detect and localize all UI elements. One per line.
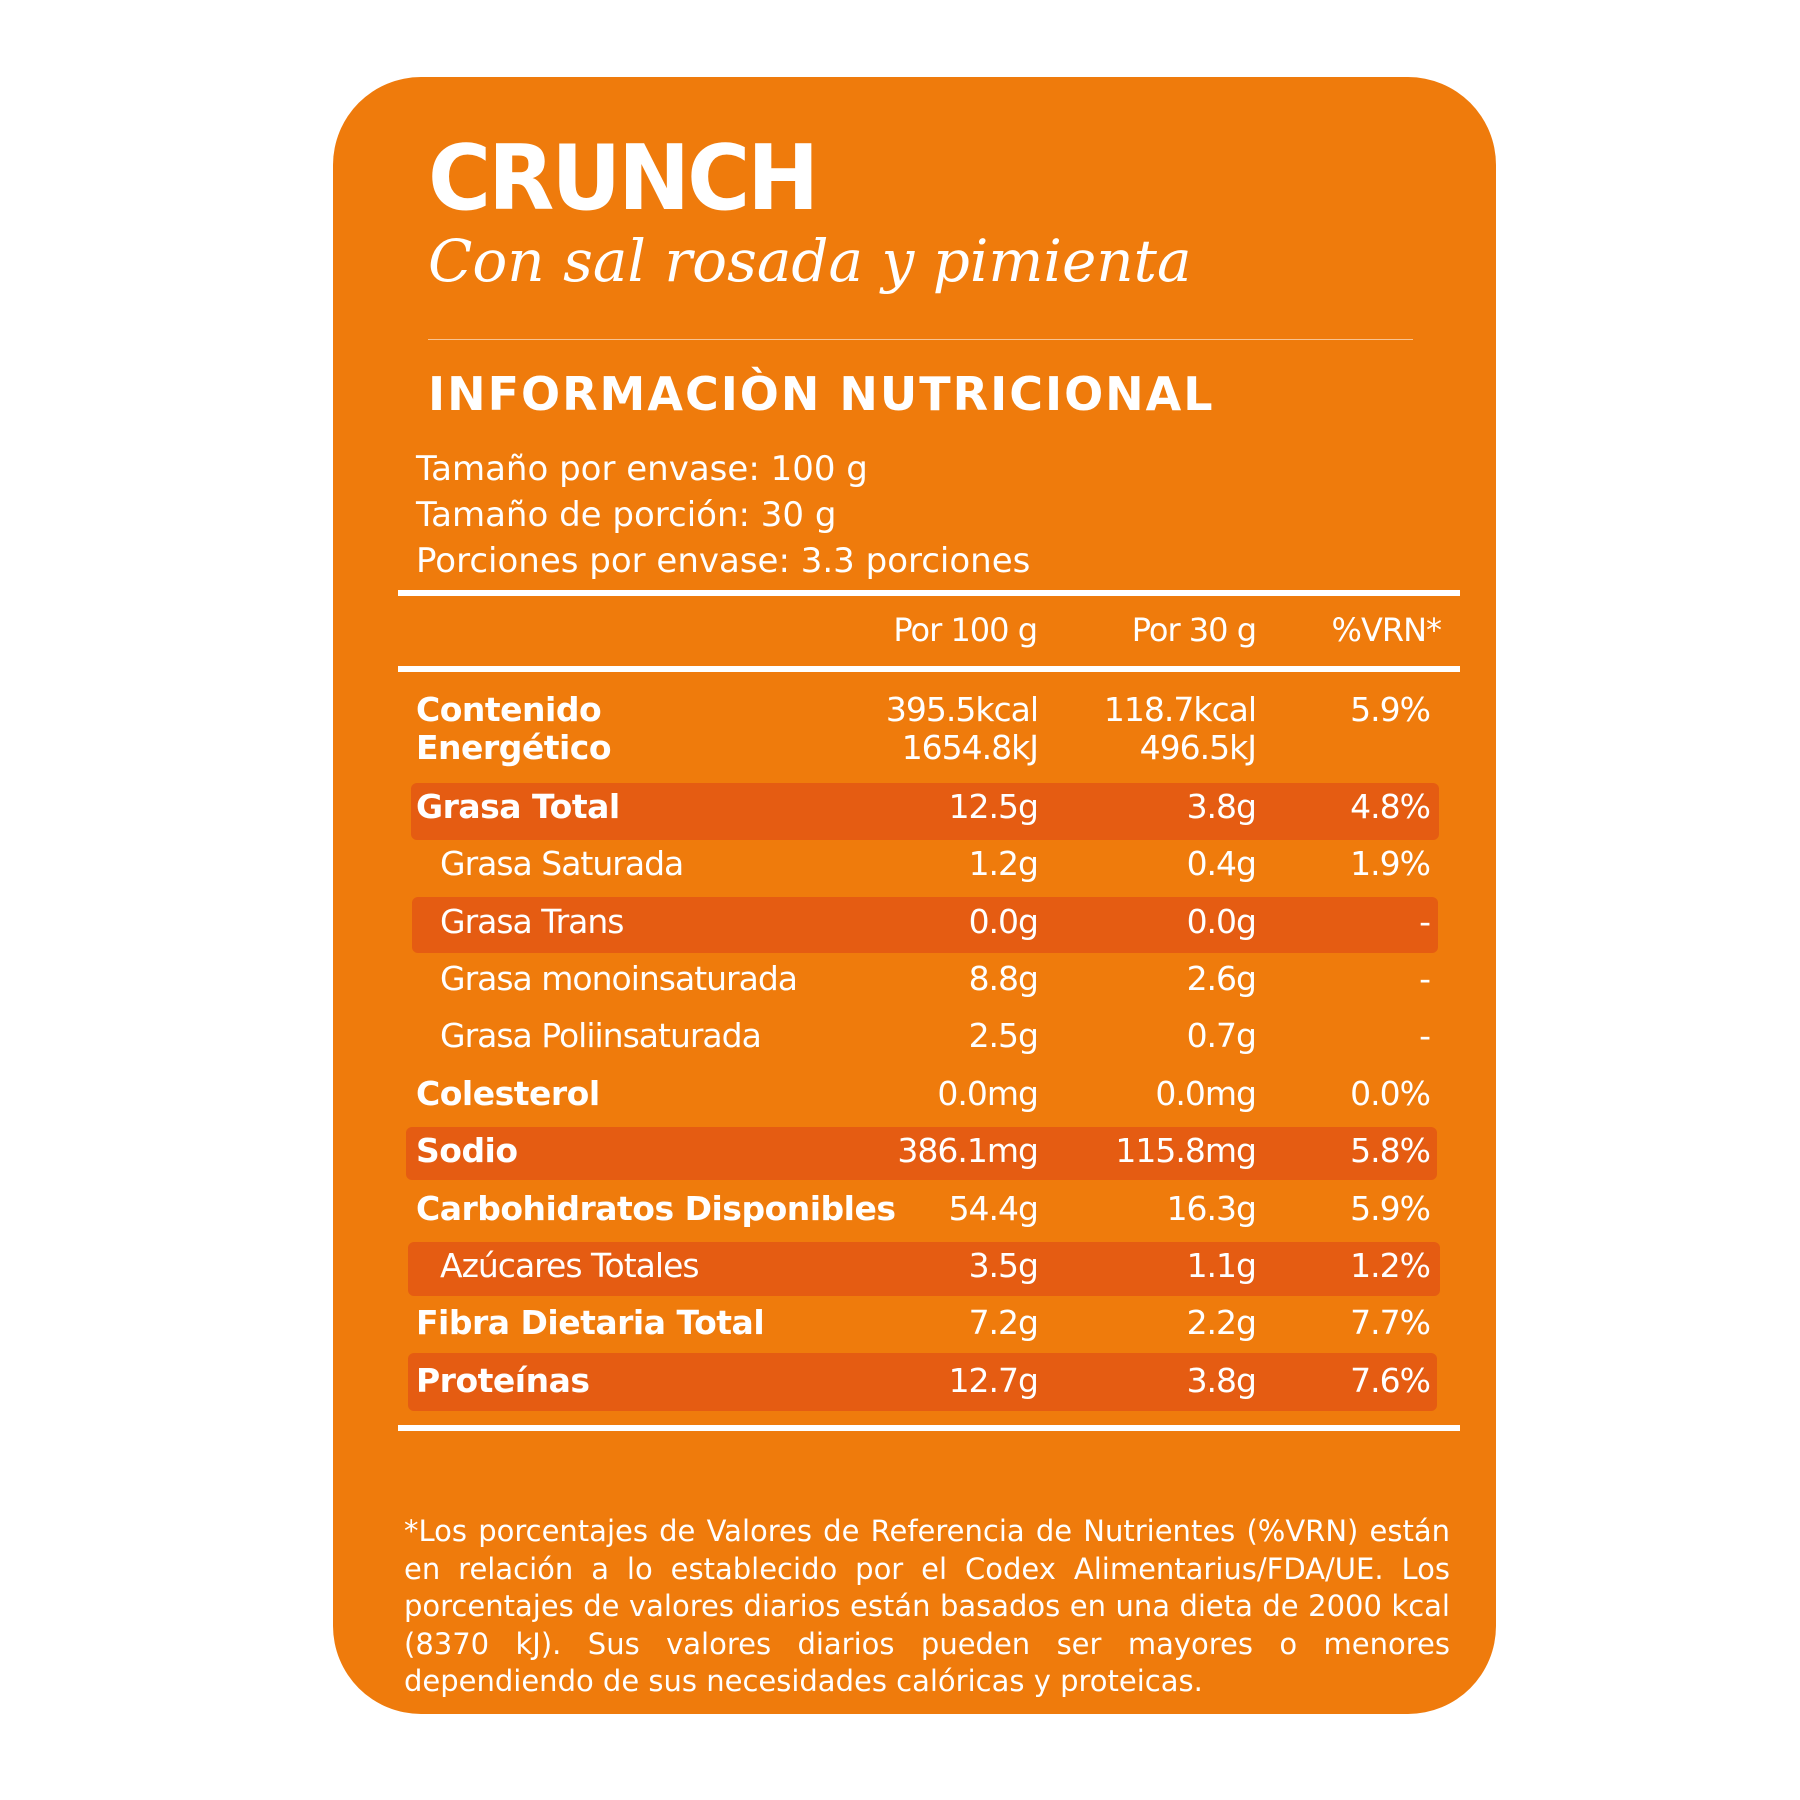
vrn-value: 7.7% (1350, 1303, 1430, 1342)
row-name: Proteínas (416, 1361, 590, 1400)
per30-value: 16.3g (1166, 1189, 1256, 1228)
per100-value: 1654.8kJ (901, 728, 1038, 767)
per30-value: 496.5kJ (1139, 728, 1256, 767)
per30-value: 3.8g (1186, 1361, 1256, 1400)
row-name: Fibra Dietaria Total (416, 1303, 765, 1342)
per30-value: 0.4g (1186, 844, 1256, 883)
per100-value: 54.4g (948, 1189, 1038, 1228)
per100-value: 3.5g (968, 1246, 1038, 1285)
row-name: Contenido (416, 690, 602, 729)
table-top-rule (398, 590, 1460, 596)
per100-value: 12.7g (948, 1361, 1038, 1400)
brand-title: CRUNCH (428, 125, 817, 231)
per100-value: 0.0mg (937, 1074, 1038, 1113)
column-header-vrn: %VRN* (1331, 611, 1441, 649)
vrn-value: 1.9% (1350, 844, 1430, 883)
vrn-value: 5.9% (1350, 690, 1430, 729)
vrn-value: 5.8% (1350, 1131, 1430, 1170)
row-name: Azúcares Totales (440, 1246, 699, 1285)
table-header-rule (398, 666, 1460, 672)
vrn-value: - (1419, 902, 1430, 941)
flavor-subtitle: Con sal rosada y pimienta (428, 227, 1192, 295)
nutrition-info-heading: INFORMACIÒN NUTRICIONAL (428, 367, 1215, 421)
column-header-per30: Por 30 g (1131, 611, 1256, 649)
package-size-text: Tamaño por envase: 100 g (416, 449, 868, 489)
per30-value: 0.0mg (1155, 1074, 1256, 1113)
table-bottom-rule (398, 1425, 1460, 1431)
row-name: Sodio (416, 1131, 518, 1170)
per30-value: 2.2g (1186, 1303, 1256, 1342)
per30-value: 0.7g (1186, 1016, 1256, 1055)
per100-value: 8.8g (968, 959, 1038, 998)
row-name: Colesterol (416, 1074, 600, 1113)
row-name: Grasa Poliinsaturada (440, 1016, 761, 1055)
portion-size-text: Tamaño de porción: 30 g (416, 495, 837, 535)
column-header-per100: Por 100 g (893, 611, 1037, 649)
per30-value: 1.1g (1186, 1246, 1256, 1285)
row-name: Grasa Trans (440, 902, 624, 941)
vrn-value: 4.8% (1350, 787, 1430, 826)
vrn-value: 1.2% (1350, 1246, 1430, 1285)
vrn-value: 7.6% (1350, 1361, 1430, 1400)
per30-value: 118.7kcal (1103, 690, 1256, 729)
per100-value: 386.1mg (897, 1131, 1038, 1170)
vrn-value: - (1419, 959, 1430, 998)
vrn-footnote: *Los porcentajes de Valores de Referencia de Nutrientes (%VRN) están en relación a lo establecido por el Codex Alimentarius/FDA/UE. Los porcentajes de valores diarios están basados en una dieta de 2000 kcal (8370 kJ). Sus valores diarios pueden ser mayores o menores dependiendo de sus necesidades calóricas y proteicas. (404, 1514, 1450, 1698)
row-name: Grasa Total (416, 787, 620, 826)
vrn-value: 0.0% (1350, 1074, 1430, 1113)
row-name: Grasa monoinsaturada (440, 959, 798, 998)
per30-value: 3.8g (1186, 787, 1256, 826)
row-name: Carbohidratos Disponibles (416, 1189, 896, 1228)
row-name: Grasa Saturada (440, 844, 684, 883)
vrn-value: - (1419, 1016, 1430, 1055)
per30-value: 0.0g (1186, 902, 1256, 941)
per100-value: 395.5kcal (885, 690, 1038, 729)
title-divider (428, 339, 1413, 340)
nutrition-label-card (333, 77, 1496, 1714)
per30-value: 2.6g (1186, 959, 1256, 998)
row-name: Energético (416, 728, 612, 767)
per30-value: 115.8mg (1115, 1131, 1256, 1170)
per100-value: 0.0g (968, 902, 1038, 941)
per100-value: 7.2g (968, 1303, 1038, 1342)
portions-per-package-text: Porciones por envase: 3.3 porciones (416, 541, 1031, 581)
per100-value: 12.5g (948, 787, 1038, 826)
vrn-value: 5.9% (1350, 1189, 1430, 1228)
per100-value: 1.2g (968, 844, 1038, 883)
per100-value: 2.5g (968, 1016, 1038, 1055)
